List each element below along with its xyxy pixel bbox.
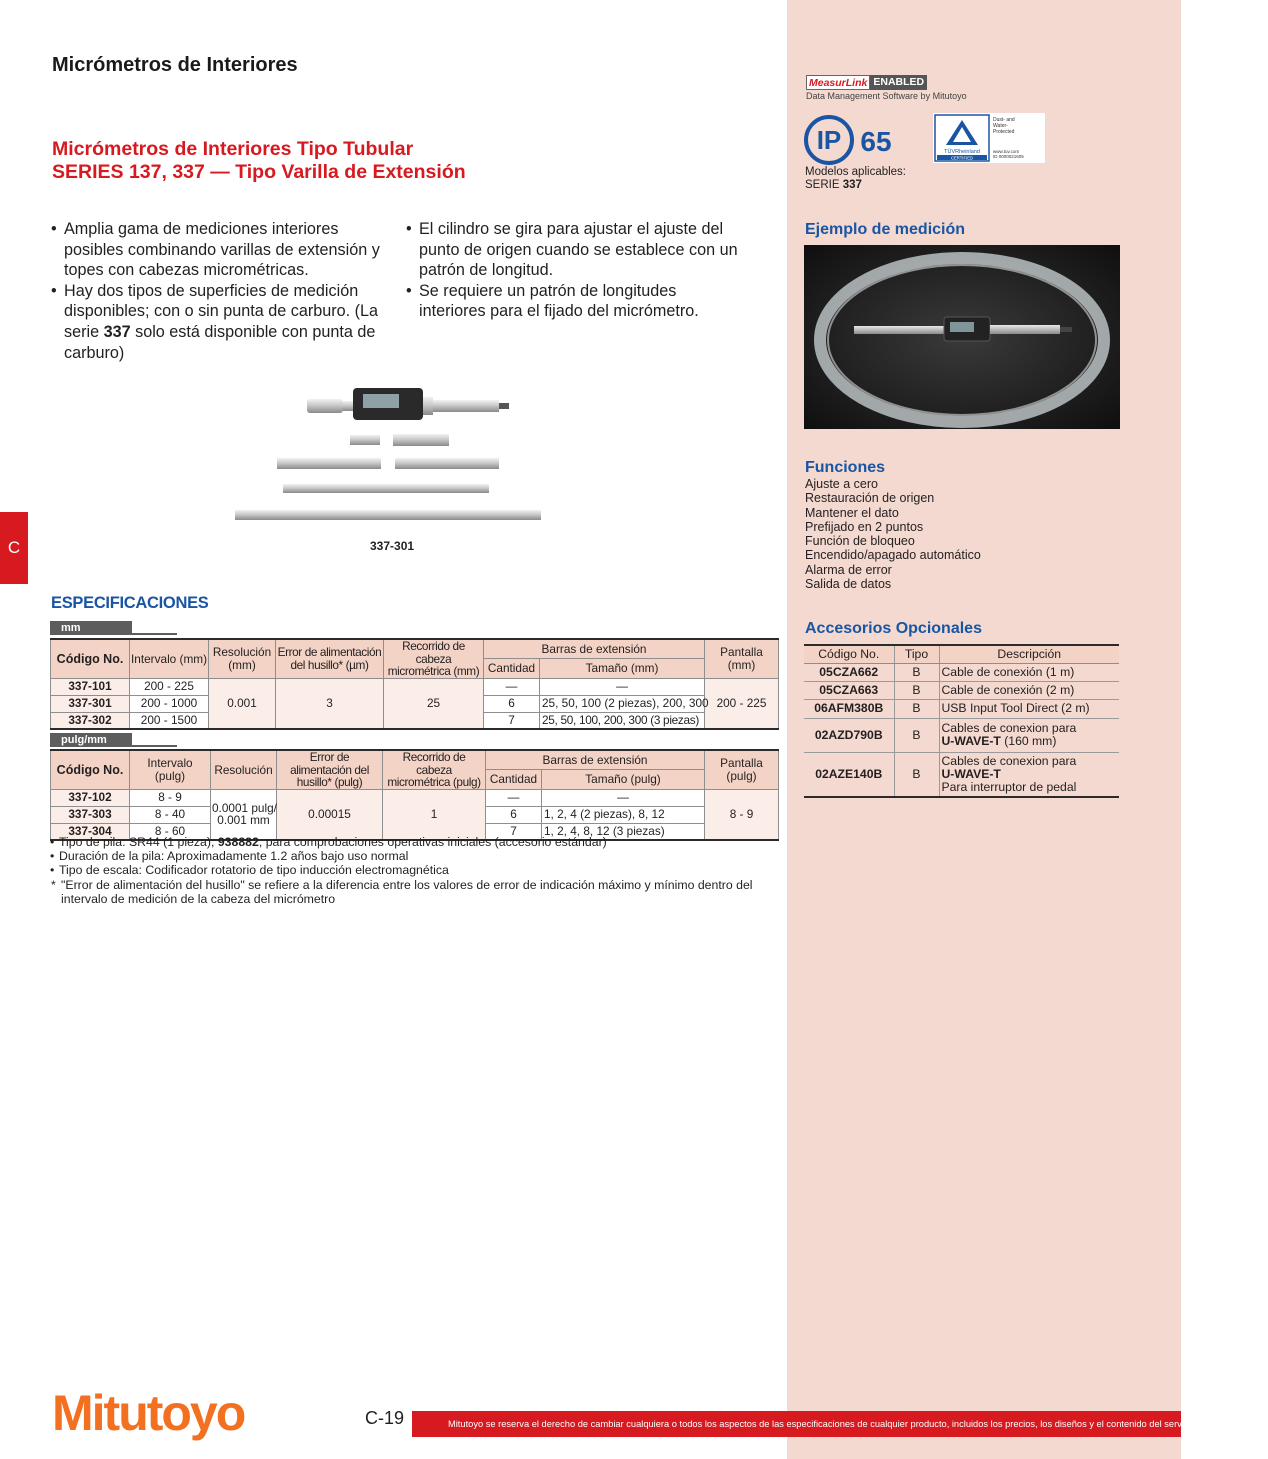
section-title: Micrómetros de Interiores — [52, 54, 298, 76]
col-resolution: Resolución (mm) — [209, 639, 276, 678]
note-battery: • Tipo de pila: SR44 (1 pieza), 938882, para comprobaciones operativas iniciales (accesorio estándar) — [50, 835, 770, 849]
cell-code: 337-303 — [51, 806, 130, 823]
svg-text:TÜVRheinland: TÜVRheinland — [944, 149, 980, 155]
spec-table-mm — [50, 638, 779, 730]
col-resolution: Resolución — [211, 750, 277, 789]
cell-quantity: 6 — [486, 806, 542, 823]
ip65-rating-logo — [804, 115, 899, 165]
table-row — [51, 678, 779, 695]
list-item: Función de bloqueo — [805, 534, 915, 549]
cell-stroke: 25 — [384, 678, 484, 729]
cell-range: 8 - 60 — [130, 823, 211, 840]
table-row: 05CZA663 B Cable de conexión (2 m) — [804, 681, 1119, 699]
list-item: Alarma de error — [805, 562, 892, 577]
feature-item: • El cilindro se gira para ajustar el ajuste del punto de origen cuando se establece con un patrón de longitud. — [406, 219, 746, 281]
col-code: Código No. — [51, 639, 130, 678]
col-display: Pantalla (pulg) — [705, 750, 779, 789]
cell-range: 8 - 9 — [130, 789, 211, 806]
cell-size: 25, 50, 100, 200, 300 (3 piezas) — [540, 712, 705, 729]
col-size: Tamaño (pulg) — [542, 770, 705, 790]
cell-resolution: 0.0001 pulg/ 0.001 mm — [211, 789, 277, 840]
feature-list-left — [51, 219, 396, 363]
cell-size: — — [542, 789, 705, 806]
product-title-line1: Micrómetros de Interiores Tipo Tubular — [52, 138, 414, 160]
cell-feed-error: 0.00015 — [277, 789, 383, 840]
unit-label-pulg: pulg/mm — [50, 733, 132, 747]
feature-item: • Amplia gama de mediciones interiores posibles combinando varillas de extensión y topes con cabezas micrométricas. — [51, 219, 396, 281]
measurlink-subtitle: Data Management Software by Mitutoyo — [806, 91, 967, 101]
measurlink-brand: MeasurLink — [806, 75, 870, 90]
col-stroke: Recorrido de cabeza micrométrica (mm) — [384, 639, 484, 678]
cell-quantity: 6 — [484, 695, 540, 712]
svg-text:Water-: Water- — [993, 123, 1008, 129]
svg-text:www.tuv.com: www.tuv.com — [993, 149, 1020, 154]
measurlink-enabled: ENABLED — [870, 75, 927, 90]
measurlink-badge — [806, 75, 967, 101]
table-row: 05CZA662 B Cable de conexión (1 m) — [804, 663, 1119, 681]
cell-quantity: 7 — [486, 823, 542, 840]
footer-disclaimer: Mitutoyo se reserva el derecho de cambiar cualquiera o todos los aspectos de las especificaciones de cualquier producto, incluidos los precios, los diseños y el contenido del servicio, sin previo aviso. — [412, 1411, 1181, 1437]
cell-range: 8 - 40 — [130, 806, 211, 823]
table-row: 02AZE140B B Cables de conexion para U-WAVE-T Para interruptor de pedal — [804, 752, 1119, 797]
col-extension-bars: Barras de extensión — [484, 639, 705, 659]
list-item: Prefijado en 2 puntos — [805, 519, 924, 534]
feature-item: • Se requiere un patrón de longitudes interiores para el fijado del micrómetro. — [406, 281, 746, 322]
cell-code: 337-301 — [51, 695, 130, 712]
cell-display: 200 - 225 — [705, 678, 779, 729]
cell-quantity: — — [486, 789, 542, 806]
note-scale: • Tipo de escala: Codificador rotatorio de tipo inducción electromagnética — [50, 863, 770, 877]
cell-code: 337-304 — [51, 823, 130, 840]
list-item: Mantener el dato — [805, 505, 899, 520]
cell-code: 337-102 — [51, 789, 130, 806]
cell-range: 200 - 225 — [130, 678, 209, 695]
page-number: C-19 — [365, 1408, 405, 1428]
cell-quantity: — — [484, 678, 540, 695]
functions-heading: Funciones — [805, 459, 886, 476]
note-battery-life: • Duración de la pila: Aproximadamente 1.2 años bajo uso normal — [50, 849, 770, 863]
cell-size: 1, 2, 4, 8, 12 (3 piezas) — [542, 823, 705, 840]
list-item: Ajuste a cero — [805, 477, 878, 491]
cell-range: 200 - 1500 — [130, 712, 209, 729]
ip-number: 65 — [860, 126, 892, 157]
cell-size: 25, 50, 100 (2 piezas), 200, 300 — [540, 695, 705, 712]
feature-list-right — [406, 219, 746, 322]
measurement-example-photo — [804, 245, 1120, 429]
cell-code: 337-302 — [51, 712, 130, 729]
cell-size: — — [540, 678, 705, 695]
spec-table-pulg — [50, 749, 779, 841]
cell-code: 337-101 — [51, 678, 130, 695]
specifications-heading: ESPECIFICACIONES — [51, 594, 209, 612]
unit-label-mm: mm — [50, 621, 132, 635]
table-row: 06AFM380B B USB Input Tool Direct (2 m) — [804, 699, 1119, 718]
accessories-table — [804, 644, 1119, 798]
cell-feed-error: 3 — [276, 678, 384, 729]
col-feed-error: Error de alimentación del husillo* (pulg) — [277, 750, 383, 789]
col-code: Código No. — [51, 750, 130, 789]
tuv-rheinland-certification-logo — [933, 113, 1045, 163]
cell-range: 200 - 1000 — [130, 695, 209, 712]
measurement-example-heading: Ejemplo de medición — [805, 221, 966, 238]
svg-text:Dust- and: Dust- and — [993, 117, 1015, 123]
note-footnote: * "Error de alimentación del husillo" se refiere a la diferencia entre los valores de error de indicación máximo y mínimo dentro del intervalo de medición de la cabeza del micrómetro — [50, 878, 770, 906]
cell-stroke: 1 — [383, 789, 486, 840]
col-code: Código No. — [804, 645, 894, 663]
cell-quantity: 7 — [484, 712, 540, 729]
functions-list — [805, 477, 981, 591]
col-quantity: Cantidad — [486, 770, 542, 790]
col-range: Intervalo (pulg) — [130, 750, 211, 789]
table-row: 02AZD790B B Cables de conexion para U-WAVE-T (160 mm) — [804, 718, 1119, 752]
list-item: Salida de datos — [805, 577, 892, 592]
table-row — [51, 789, 779, 806]
col-type: Tipo — [894, 645, 939, 663]
cell-resolution: 0.001 — [209, 678, 276, 729]
mitutoyo-logo: Mitutoyo — [52, 1385, 245, 1441]
product-title — [52, 138, 466, 184]
col-size: Tamaño (mm) — [540, 659, 705, 679]
svg-text:Protected: Protected — [993, 129, 1015, 135]
svg-text:CERTIFIED: CERTIFIED — [950, 155, 974, 161]
col-range: Intervalo (mm) — [130, 639, 209, 678]
product-image-micrometer-set — [225, 383, 555, 533]
spec-notes — [50, 835, 770, 906]
list-item: Encendido/apagado automático — [805, 548, 981, 563]
accessories-heading: Accesorios Opcionales — [805, 620, 982, 637]
col-quantity: Cantidad — [484, 659, 540, 679]
cell-size: 1, 2, 4 (2 piezas), 8, 12 — [542, 806, 705, 823]
col-extension-bars: Barras de extensión — [486, 750, 705, 770]
cell-display: 8 - 9 — [705, 789, 779, 840]
product-caption: 337-301 — [370, 539, 415, 553]
ip-label: IP — [816, 125, 842, 155]
chapter-tab[interactable]: C — [0, 512, 28, 584]
col-display: Pantalla (mm) — [705, 639, 779, 678]
col-description: Descripción — [939, 645, 1119, 663]
feature-item: • Hay dos tipos de superficies de medición disponibles; con o sin punta de carburo. (La serie 337 solo está disponible con punta de carburo) — [51, 281, 396, 363]
col-stroke: Recorrido de cabeza micrométrica (pulg) — [383, 750, 486, 789]
list-item: Restauración de origen — [805, 491, 935, 506]
product-title-line2: SERIES 137, 337 — Tipo Varilla de Extensión — [52, 161, 466, 183]
svg-text:ID 0000021605: ID 0000021605 — [993, 154, 1024, 159]
applicable-models: Modelos aplicables: SERIE 337 — [805, 166, 907, 191]
col-feed-error: Error de alimentación del husillo* (µm) — [276, 639, 384, 678]
